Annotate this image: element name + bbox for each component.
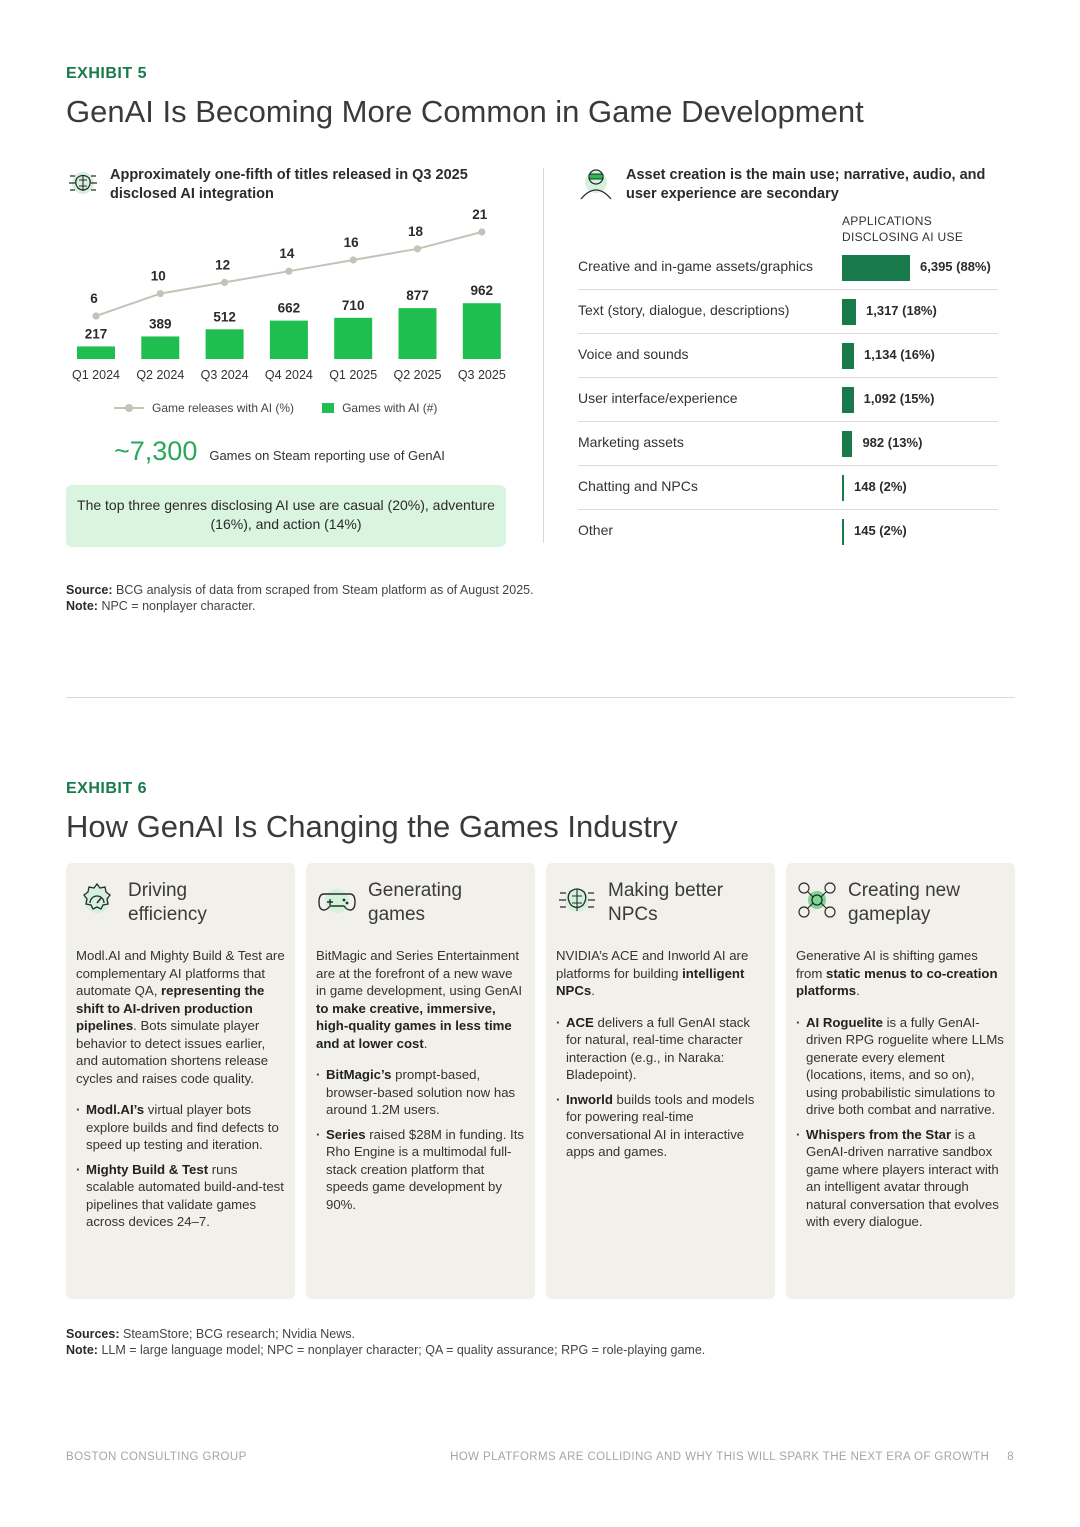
card-intro: Modl.AI and Mighty Build & Test are complementary AI platforms that automate QA, representing the shift to AI-driven production pipelines. Bots simulate player behavior to detect issues earlier, and automation shortens release cycles and raises code quality. — [76, 948, 285, 1086]
applications-column-header — [842, 213, 963, 245]
bar-5 — [399, 308, 437, 359]
line-value-label-0: 6 — [90, 291, 98, 306]
card-bullet: · BitMagic’s prompt-based, browser-based solution now has around 1.2M users. — [316, 1066, 525, 1119]
stat-label: Games on Steam reporting use of GenAI — [209, 448, 445, 463]
card-bullets — [556, 1014, 765, 1161]
network-people-icon — [796, 879, 838, 921]
line-point-0 — [92, 312, 99, 319]
line-value-label-2: 12 — [215, 257, 231, 273]
bar-value-label-4: 710 — [341, 297, 365, 313]
card-bullet: · Mighty Build & Test runs scalable automated build-and-test pipelines that validate games across devices 24–7. — [76, 1161, 285, 1231]
legend-bar-label: Games with AI (#) — [342, 401, 438, 415]
chart-panel-title: Approximately one-fifth of titles released in Q3 2025 disclosed AI integration — [110, 167, 468, 202]
ai-brain-icon — [556, 879, 598, 921]
line-value-label-3: 14 — [279, 246, 295, 262]
bar-value-label-3: 662 — [277, 300, 301, 316]
gear-gauge-icon — [76, 879, 118, 921]
application-bar — [842, 387, 854, 413]
note-text: NPC = nonplayer character. — [101, 599, 256, 613]
bar-value-label-5: 877 — [406, 288, 429, 304]
card-bullet: · ACE delivers a full GenAI stack for natural, real-time character interaction (e.g., in Naraka: Bladepoint). — [556, 1014, 765, 1084]
source-label: Source: — [66, 583, 113, 597]
legend-line-item — [114, 401, 294, 415]
card-intro: Generative AI is shifting games from static menus to co-creation platforms. — [796, 948, 998, 998]
card-title: Generating games — [368, 880, 463, 925]
legend-bar-symbol — [322, 403, 334, 413]
industry-card — [306, 863, 535, 1299]
exhibit-6-title: How GenAI Is Changing the Games Industry — [66, 809, 678, 844]
x-tick-label-5: Q2 2025 — [393, 368, 442, 382]
bar-value-label-0: 217 — [84, 326, 108, 342]
line-point-4 — [350, 256, 357, 263]
application-row — [578, 290, 998, 334]
application-row — [578, 510, 998, 554]
card-bullet: · Modl.AI’s virtual player bots explore builds and find defects to speed up testing and iteration. — [76, 1101, 285, 1154]
industry-card — [546, 863, 775, 1299]
card-title: Making better NPCs — [608, 880, 724, 925]
card-title: Creating new gameplay — [848, 880, 960, 925]
x-tick-label-6: Q3 2025 — [457, 368, 506, 382]
application-bar — [842, 255, 910, 281]
bar-value-label-1: 389 — [149, 316, 172, 332]
application-value: 982 (13%) — [862, 435, 923, 450]
application-bar — [842, 431, 852, 457]
line-value-label-5: 18 — [407, 223, 424, 239]
application-value: 6,395 (88%) — [920, 259, 991, 274]
page-number: 8 — [1007, 1451, 1014, 1463]
source-text: BCG analysis of data from scraped from Steam platform as of August 2025. — [116, 583, 534, 597]
card-header — [316, 879, 525, 927]
footer-right — [450, 1451, 1014, 1463]
application-value: 145 (2%) — [854, 523, 907, 538]
x-tick-label-0: Q1 2024 — [72, 368, 120, 382]
application-row — [578, 466, 998, 510]
note-label-2: Note: — [66, 1343, 98, 1357]
application-value: 1,092 (15%) — [863, 391, 935, 406]
bar-value-label-2: 512 — [213, 309, 236, 325]
application-bar — [842, 475, 844, 501]
ai-chip-icon — [66, 166, 100, 200]
footer-report-title: HOW PLATFORMS ARE COLLIDING AND WHY THIS WILL SPARK THE NEXT ERA OF GROWTH — [450, 1451, 990, 1463]
application-name: Other — [578, 522, 614, 538]
exhibit-5-title: GenAI Is Becoming More Common in Game Development — [66, 94, 864, 129]
card-bullets — [796, 1014, 1005, 1231]
line-value-label-4: 16 — [343, 235, 359, 250]
application-name: Text (story, dialogue, descriptions) — [578, 302, 790, 318]
line-point-6 — [478, 228, 485, 235]
application-row — [578, 422, 998, 466]
application-bar — [842, 343, 854, 369]
games-with-ai-chart — [60, 200, 520, 400]
vr-user-icon — [576, 166, 616, 200]
card-body — [796, 947, 1005, 1231]
card-body — [556, 947, 765, 1161]
card-bullet: · Inworld builds tools and models for powering real-time conversational AI in interactive apps and games. — [556, 1091, 765, 1161]
panel-divider — [543, 168, 544, 543]
line-point-2 — [221, 279, 228, 286]
exhibit-6-label: EXHIBIT 6 — [66, 780, 147, 797]
sources-text: SteamStore; BCG research; Nvidia News. — [122, 1327, 356, 1341]
bar-4 — [334, 318, 372, 359]
card-header — [556, 879, 765, 927]
stat-number: ~7,300 — [114, 436, 198, 466]
bar-0 — [77, 346, 115, 359]
applications-panel-header — [576, 166, 996, 204]
genre-callout: The top three genres disclosing AI use are casual (20%), adventure (16%), and action (14%) — [66, 485, 506, 547]
bar-6 — [463, 303, 501, 359]
x-tick-label-3: Q4 2024 — [264, 368, 313, 382]
application-row — [578, 334, 998, 378]
chart-legend — [114, 401, 437, 415]
industry-card — [786, 863, 1015, 1299]
x-tick-label-1: Q2 2024 — [136, 368, 185, 382]
line-point-5 — [414, 245, 421, 252]
steam-genai-stat — [114, 436, 445, 467]
line-value-label-6: 21 — [472, 207, 488, 222]
x-tick-label-2: Q3 2024 — [200, 368, 249, 382]
note-text-2: LLM = large language model; NPC = nonplayer character; QA = quality assurance; RPG = role-playing game. — [101, 1343, 706, 1357]
applications-header-line-1: APPLICATIONS — [842, 214, 933, 228]
section-divider — [66, 697, 1015, 698]
application-bar — [842, 519, 844, 545]
legend-line-label: Game releases with AI (%) — [152, 401, 295, 415]
sources-label: Sources: — [66, 1327, 120, 1341]
card-intro: BitMagic and Series Entertainment are at the forefront of a new wave in game development, using GenAI to make creative, immersive, high-quality games in less time and at lower cost. — [316, 948, 522, 1051]
card-bullets — [76, 1101, 285, 1231]
line-point-3 — [285, 268, 292, 275]
card-header — [76, 879, 285, 927]
application-name: Chatting and NPCs — [578, 478, 698, 494]
card-bullet: · AI Roguelite is a fully GenAI-driven RPG roguelite where LLMs generate every element (locations, items, and so on), using probabilistic simulations to drive both combat and narrative. — [796, 1014, 1005, 1119]
line-point-1 — [157, 290, 164, 297]
legend-bar-item — [322, 401, 437, 415]
application-name: User interface/experience — [578, 390, 738, 406]
application-name: Creative and in-game assets/graphics — [578, 258, 814, 274]
exhibit-5-source — [66, 582, 534, 614]
card-bullet: · Whispers from the Star is a GenAI-driven narrative sandbox game where players interact with an intelligent avatar through natural conversation that evolves with every dialogue. — [796, 1126, 1005, 1231]
x-tick-label-4: Q1 2025 — [329, 368, 378, 382]
bar-2 — [206, 329, 244, 359]
note-label: Note: — [66, 599, 98, 613]
card-bullets — [316, 1066, 525, 1213]
application-row — [578, 378, 998, 422]
footer-publisher: BOSTON CONSULTING GROUP — [66, 1451, 247, 1463]
bar-1 — [141, 336, 179, 359]
chart-panel-header — [66, 166, 476, 204]
application-bar — [842, 299, 856, 325]
exhibit-5-label: EXHIBIT 5 — [66, 65, 147, 82]
card-intro: NVIDIA’s ACE and Inworld AI are platforms for building intelligent NPCs. — [556, 948, 749, 998]
legend-line-symbol — [114, 403, 144, 413]
application-name: Voice and sounds — [578, 346, 689, 362]
card-bullet: · Series raised $28M in funding. Its Rho Engine is a multimodal full-stack creation platform that speeds game development by 90%. — [316, 1126, 525, 1214]
card-header — [796, 879, 1005, 927]
application-value: 1,134 (16%) — [864, 347, 935, 362]
exhibit-6-source — [66, 1326, 705, 1358]
application-row — [578, 246, 998, 290]
bar-value-label-6: 962 — [470, 283, 494, 299]
application-value: 1,317 (18%) — [866, 303, 937, 318]
card-title: Driving efficiency — [128, 880, 207, 925]
applications-panel-title: Asset creation is the main use; narrative, audio, and user experience are secondary — [626, 167, 986, 202]
card-body — [316, 947, 525, 1213]
applications-header-line-2: DISCLOSING AI USE — [842, 230, 964, 244]
application-name: Marketing assets — [578, 434, 684, 450]
bar-3 — [270, 321, 308, 359]
industry-card — [66, 863, 295, 1299]
line-value-label-1: 10 — [150, 268, 166, 284]
gamepad-icon — [316, 879, 358, 921]
application-value: 148 (2%) — [854, 479, 907, 494]
card-body — [76, 947, 285, 1231]
